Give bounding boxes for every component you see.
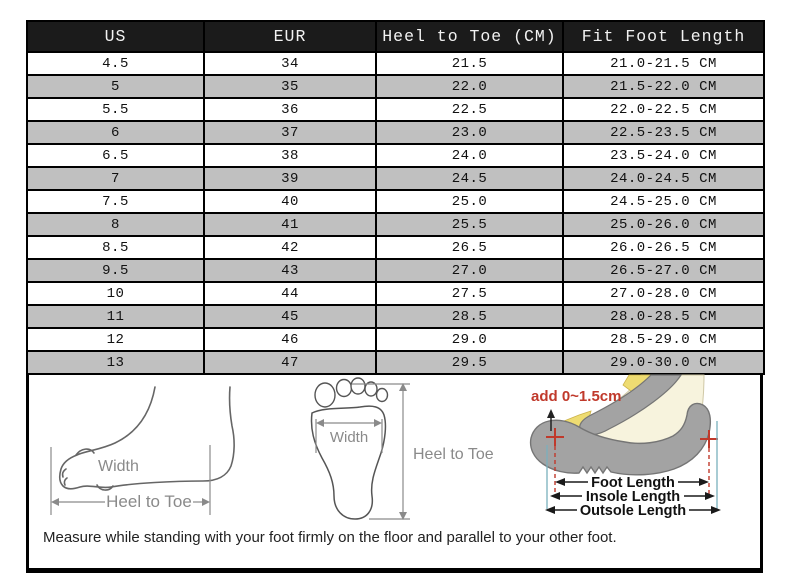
arrow-head-right-icon	[202, 498, 210, 506]
size-row	[27, 144, 764, 167]
arrow-head-left-icon	[51, 498, 59, 506]
size-cell: 28.5-29.0 CM	[563, 328, 764, 351]
size-table-body	[27, 52, 764, 374]
size-row	[27, 52, 764, 75]
size-cell: 47	[204, 351, 376, 374]
size-cell: 9.5	[27, 259, 204, 282]
size-cell: 6	[27, 121, 204, 144]
size-cell: 39	[204, 167, 376, 190]
size-cell: 38	[204, 144, 376, 167]
size-cell: 28.5	[376, 305, 563, 328]
side-foot-width-label: Width	[98, 458, 139, 475]
size-cell: 4.5	[27, 52, 204, 75]
column-header: EUR	[204, 21, 376, 52]
size-cell: 21.5	[376, 52, 563, 75]
column-header: Fit Foot Length	[563, 21, 764, 52]
size-cell: 41	[204, 213, 376, 236]
foot-length-label: Foot Length	[591, 475, 675, 491]
size-cell: 10	[27, 282, 204, 305]
arrow-head-right-icon	[711, 506, 721, 514]
size-cell: 5	[27, 75, 204, 98]
size-cell: 11	[27, 305, 204, 328]
size-cell: 23.0	[376, 121, 563, 144]
arrow-head-left-icon	[555, 478, 565, 486]
side-foot-heel-to-toe-label: Heel to Toe	[106, 492, 192, 511]
size-cell: 45	[204, 305, 376, 328]
size-cell: 21.5-22.0 CM	[563, 75, 764, 98]
size-row	[27, 259, 764, 282]
header-row	[27, 21, 764, 52]
size-cell: 24.0	[376, 144, 563, 167]
footprint-heel-to-toe-label: Heel to Toe	[413, 446, 494, 463]
side-foot-diagram	[45, 385, 275, 533]
size-cell: 25.5	[376, 213, 563, 236]
size-cell: 24.0-24.5 CM	[563, 167, 764, 190]
size-cell: 24.5-25.0 CM	[563, 190, 764, 213]
size-cell: 27.0-28.0 CM	[563, 282, 764, 305]
footprint-width-label: Width	[329, 429, 369, 446]
size-cell: 8.5	[27, 236, 204, 259]
size-row	[27, 167, 764, 190]
size-cell: 42	[204, 236, 376, 259]
size-cell: 25.0-26.0 CM	[563, 213, 764, 236]
size-cell: 23.5-24.0 CM	[563, 144, 764, 167]
size-row	[27, 282, 764, 305]
size-chart-frame	[26, 20, 763, 573]
size-cell: 7.5	[27, 190, 204, 213]
size-row	[27, 75, 764, 98]
footprint-diagram	[297, 379, 497, 529]
size-cell: 35	[204, 75, 376, 98]
size-cell: 46	[204, 328, 376, 351]
size-row	[27, 328, 764, 351]
size-cell: 5.5	[27, 98, 204, 121]
size-cell: 37	[204, 121, 376, 144]
arrow-head-left-icon	[550, 492, 560, 500]
outsole-length-label: Outsole Length	[579, 503, 687, 519]
size-cell: 27.0	[376, 259, 563, 282]
size-cell: 25.0	[376, 190, 563, 213]
size-cell: 22.0	[376, 75, 563, 98]
measurement-diagrams	[26, 375, 763, 573]
size-row	[27, 121, 764, 144]
size-cell: 40	[204, 190, 376, 213]
size-cell: 36	[204, 98, 376, 121]
size-cell: 22.0-22.5 CM	[563, 98, 764, 121]
size-cell: 22.5-23.5 CM	[563, 121, 764, 144]
column-header: US	[27, 21, 204, 52]
arrow-head-right-icon	[699, 478, 709, 486]
size-cell: 7	[27, 167, 204, 190]
size-cell: 34	[204, 52, 376, 75]
size-cell: 44	[204, 282, 376, 305]
column-header: Heel to Toe (CM)	[376, 21, 563, 52]
arrow-head-right-icon	[705, 492, 715, 500]
size-cell: 26.5-27.0 CM	[563, 259, 764, 282]
insole-length-label: Insole Length	[585, 489, 681, 505]
size-cell: 13	[27, 351, 204, 374]
size-cell: 26.5	[376, 236, 563, 259]
size-row	[27, 190, 764, 213]
size-cell: 21.0-21.5 CM	[563, 52, 764, 75]
shoe-diagram	[491, 375, 759, 519]
size-cell: 27.5	[376, 282, 563, 305]
size-row	[27, 351, 764, 374]
size-row	[27, 213, 764, 236]
size-row	[27, 236, 764, 259]
size-table	[26, 20, 765, 375]
size-cell: 28.0-28.5 CM	[563, 305, 764, 328]
side-foot-outline	[60, 387, 234, 489]
size-cell: 29.0	[376, 328, 563, 351]
size-cell: 26.0-26.5 CM	[563, 236, 764, 259]
measure-note: Measure while standing with your foot firmly on the floor and parallel to your other foot.	[43, 529, 617, 546]
size-cell: 43	[204, 259, 376, 282]
arrow-head-up-icon	[547, 409, 555, 418]
add-allowance-label: add 0~1.5cm	[531, 388, 622, 405]
toes-icon	[315, 378, 388, 407]
size-cell: 22.5	[376, 98, 563, 121]
size-cell: 29.0-30.0 CM	[563, 351, 764, 374]
size-cell: 24.5	[376, 167, 563, 190]
size-cell: 6.5	[27, 144, 204, 167]
size-cell: 29.5	[376, 351, 563, 374]
size-row	[27, 305, 764, 328]
size-cell: 8	[27, 213, 204, 236]
size-cell: 12	[27, 328, 204, 351]
size-row	[27, 98, 764, 121]
